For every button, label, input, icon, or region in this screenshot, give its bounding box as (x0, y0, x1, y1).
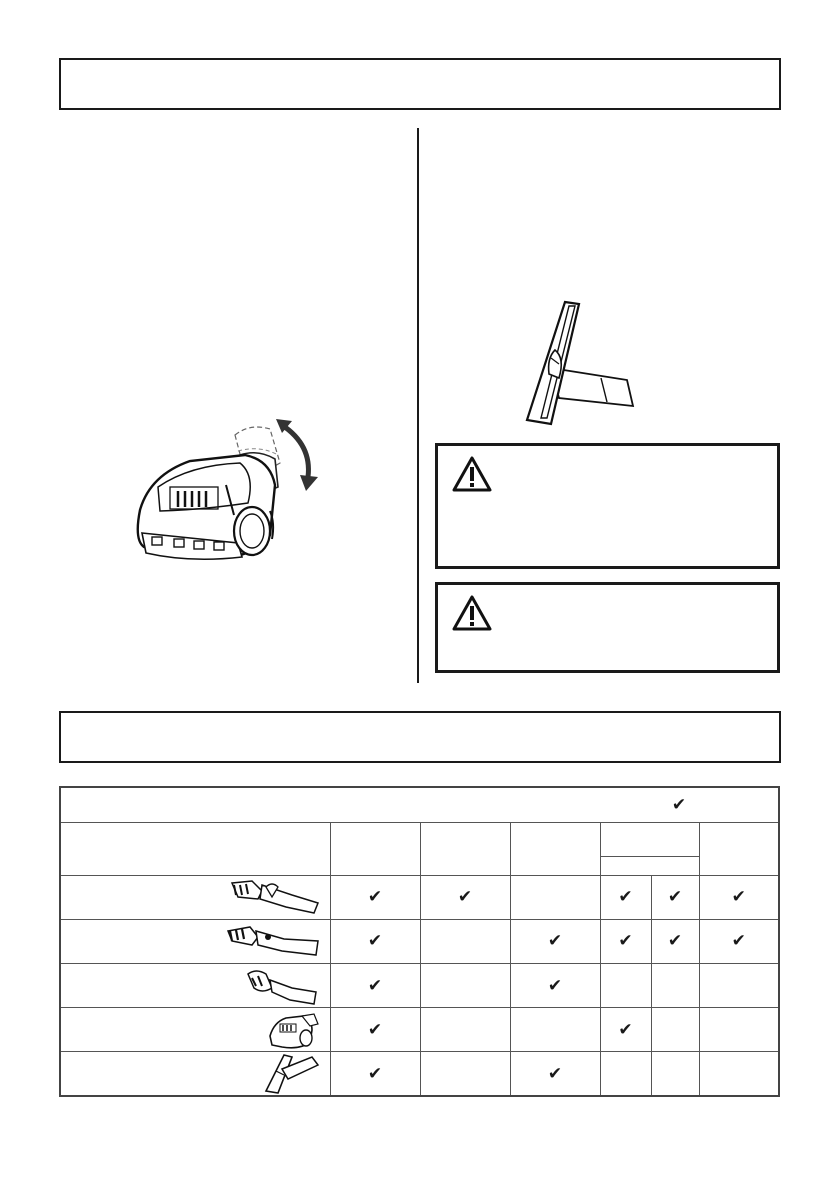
check-icon: ✔ (457, 887, 473, 908)
check-icon: ✔ (731, 931, 746, 952)
crevice-tool-icon (222, 877, 322, 917)
tool-cell-dusting-brush (60, 964, 330, 1008)
upholstery-tool-illustration (515, 298, 645, 428)
check-icon: ✔ (667, 887, 683, 908)
table-row (60, 1008, 779, 1052)
section-header-top (59, 58, 781, 110)
tool-cell-combination-brush (60, 919, 330, 963)
legend-check-icon: ✔ (671, 794, 687, 815)
check-icon: ✔ (618, 887, 633, 908)
check-icon: ✔ (547, 975, 563, 996)
header-col-2 (420, 822, 510, 875)
header-col-6 (699, 822, 779, 875)
tool-cell-crevice-brush (60, 875, 330, 919)
turbo-brush-illustration (130, 415, 330, 570)
section-header-bottom (59, 711, 781, 763)
check-icon: ✔ (618, 1019, 633, 1040)
table-row (60, 1052, 779, 1096)
accessory-usage-table (59, 786, 780, 1097)
header-subgroup (600, 856, 699, 875)
table-legend-row (60, 787, 779, 822)
dusting-tool-icon (242, 966, 322, 1006)
warning-box-2 (435, 582, 780, 673)
check-icon: ✔ (367, 887, 383, 908)
table-row (60, 875, 779, 919)
check-icon: ✔ (731, 887, 746, 908)
check-icon: ✔ (367, 1063, 383, 1084)
check-icon: ✔ (667, 931, 683, 952)
check-icon: ✔ (367, 1019, 383, 1040)
warning-box-1 (435, 443, 780, 569)
mini-turbo-brush-icon (266, 1010, 322, 1050)
table-row (60, 964, 779, 1008)
check-icon: ✔ (367, 931, 383, 952)
header-tool-cell (60, 822, 330, 875)
warning-triangle-icon (452, 595, 492, 631)
combination-tool-icon (222, 921, 322, 961)
header-col-3 (510, 822, 600, 875)
header-col-1 (330, 822, 420, 875)
upholstery-tool-icon (262, 1053, 322, 1095)
check-icon: ✔ (547, 931, 563, 952)
check-icon: ✔ (367, 975, 383, 996)
check-icon: ✔ (547, 1063, 563, 1084)
tool-cell-mini-turbo (60, 1008, 330, 1052)
table-row (60, 919, 779, 963)
tool-cell-upholstery (60, 1052, 330, 1096)
check-icon: ✔ (618, 931, 633, 952)
column-divider (417, 128, 419, 683)
warning-triangle-icon (452, 456, 492, 492)
header-col-group (600, 822, 699, 856)
